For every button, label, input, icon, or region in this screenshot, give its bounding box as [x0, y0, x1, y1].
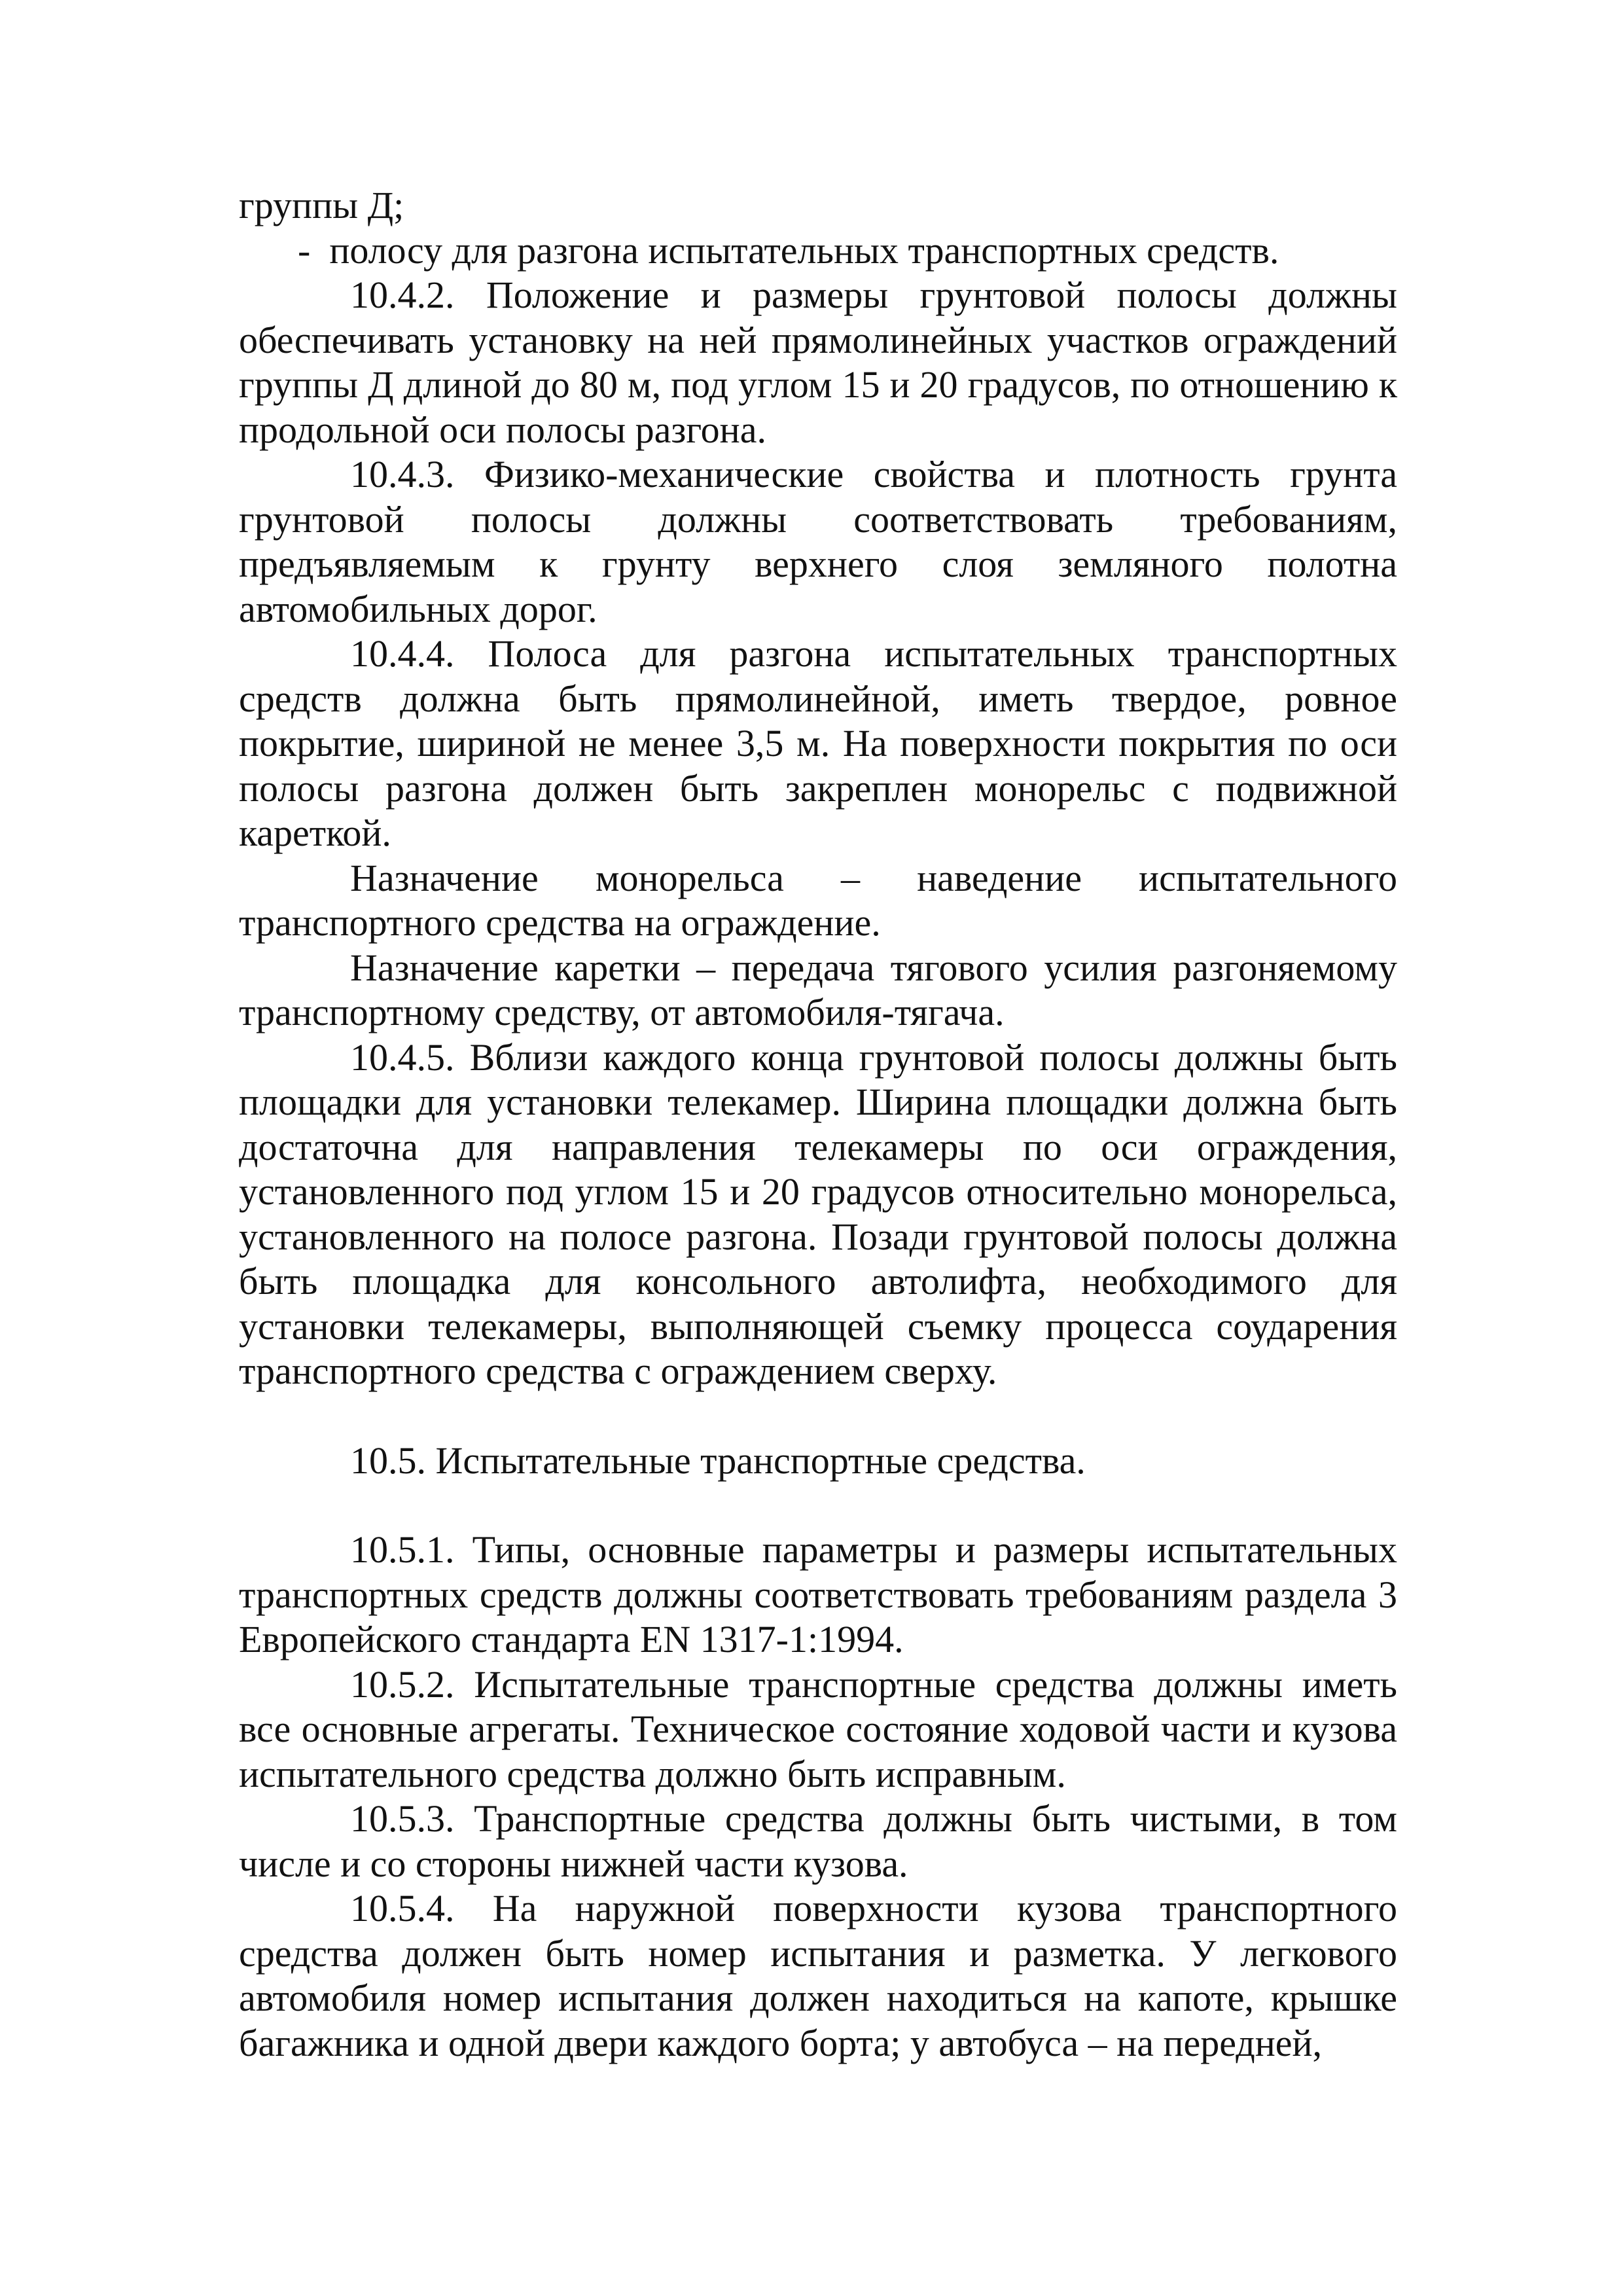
section-heading-10-5: 10.5. Испытательные транспортные средства. — [350, 1439, 1086, 1482]
clause-10-4-4: 10.4.4. Полоса для разгона испытательных транспортных средств должна быть прямолинейной, иметь твердое, ровное покрытие, шириной не менее 3,5 м. На поверхности покрытия по оси полосы разгона должен быть закреплен монорельс с подвижной кареткой. — [239, 632, 1397, 854]
clause-10-5-2: 10.5.2. Испытательные транспортные средства должны иметь все основные агрегаты. Техническое состояние ходовой части и кузова испытательного средства должно быть исправным. — [239, 1662, 1397, 1795]
clause-10-4-2: 10.4.2. Положение и размеры грунтовой полосы должны обеспечивать установку на ней прямолинейных участков ограждений группы Д длиной до 80 м, под углом 15 и 20 градусов, по отношению к продольной оси полосы разгона. — [239, 274, 1397, 451]
clause-10-4-5: 10.4.5. Вблизи каждого конца грунтовой полосы должны быть площадки для установки телекамер. Ширина площадки должна быть достаточна для направления телекамеры по оси ограждения, установленного под углом 15 и 20 градусов относительно монорельса, установленного на полосе разгона. Позади грунтовой полосы должна быть площадка для консольного автолифта, необходимого для установки телекамеры, выполняющей съемку процесса соударения транспортного средства с ограждением сверху. — [239, 1035, 1397, 1392]
continuation-line: группы Д; — [239, 184, 404, 226]
monorail-purpose: Назначение монорельса – наведение испытательного транспортного средства на ограждение. — [239, 856, 1397, 944]
clause-10-5-1: 10.5.1. Типы, основные параметры и размеры испытательных транспортных средств должны соответствовать требованиям раздела 3 Европейского стандарта EN 1317-1:1994. — [239, 1528, 1397, 1660]
carriage-purpose: Назначение каретки – передача тягового усилия разгоняемому транспортному средству, от автомобиля-тягача. — [239, 946, 1397, 1033]
clause-10-4-3: 10.4.3. Физико-механические свойства и плотность грунта грунтовой полосы должны соответствовать требованиям, предъявляемым к грунту верхнего слоя земляного полотна автомобильных дорог. — [239, 453, 1397, 630]
clause-10-5-4: 10.5.4. На наружной поверхности кузова транспортного средства должен быть номер испытания и разметка. У легкового автомобиля номер испытания должен находиться на капоте, крышке багажника и одной двери каждого борта; у автобуса – на передней, — [239, 1887, 1397, 2064]
list-item-dash: - полосу для разгона испытательных транспортных средств. — [298, 228, 1279, 272]
clause-10-5-3: 10.5.3. Транспортные средства должны быть чистыми, в том числе и со стороны нижней части кузова. — [239, 1797, 1397, 1885]
document-page — [239, 183, 1397, 2066]
